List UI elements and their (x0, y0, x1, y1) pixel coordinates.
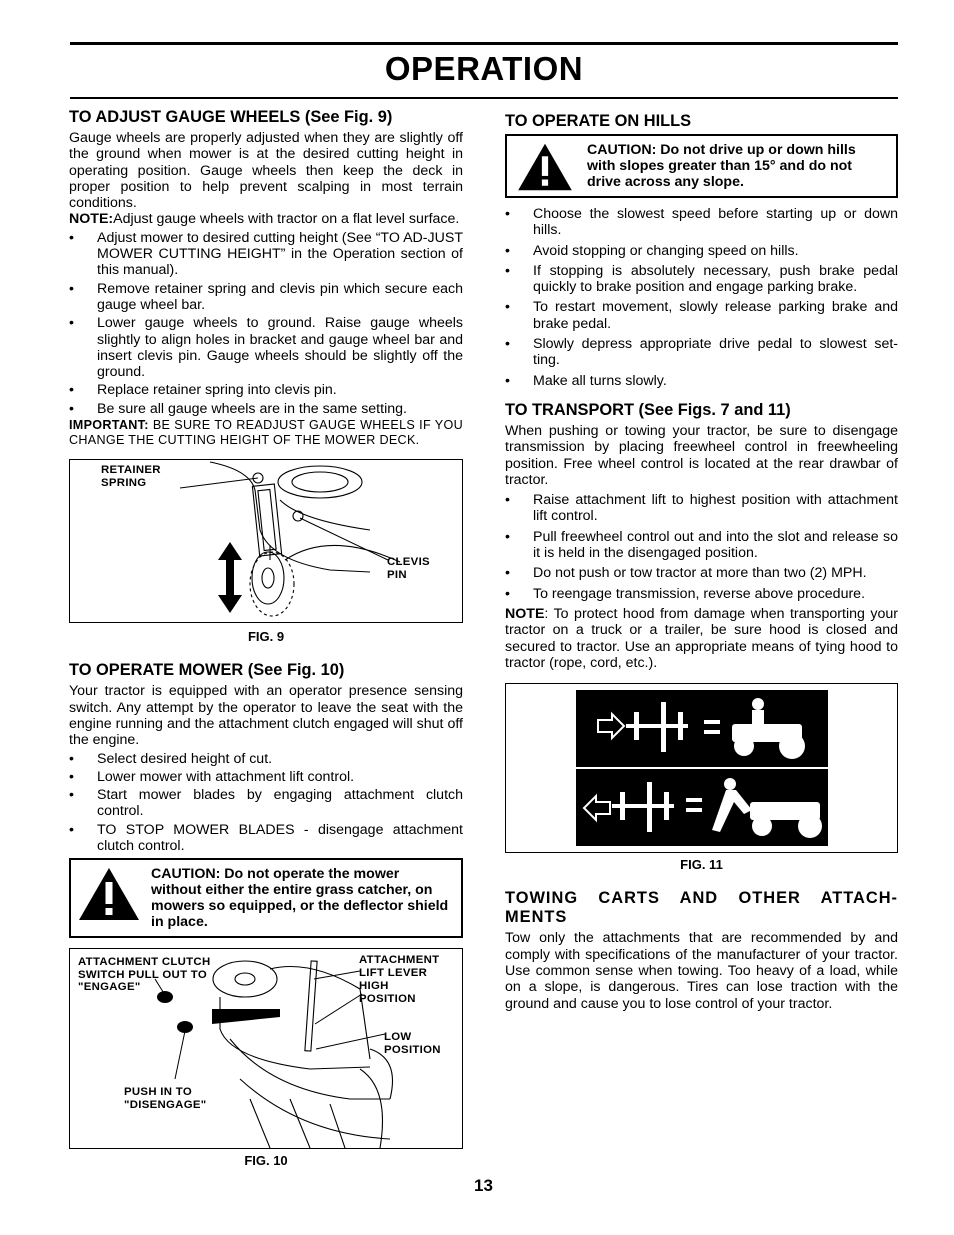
gauge-note (69, 211, 463, 227)
transport-bullet: • To reengage transmission, reverse above procedure. (505, 585, 866, 602)
transport-heading: TO TRANSPORT (See Figs. 7 and 11) (505, 400, 791, 419)
top-rule (70, 42, 898, 45)
gauge-bullet: • Replace retainer spring into clevis pin. (69, 382, 337, 399)
gauge-note-text: Adjust gauge wheels with tractor on a flat level surface. (113, 211, 460, 228)
gauge-bullet: • Be sure all gauge wheels are in the same setting. (69, 400, 407, 417)
mower-bullet: • Lower mower with attachment lift control. (69, 768, 355, 785)
transport-bullet: • Pull freewheel control out and into the slot and release so it is held in the disengaged position. (505, 528, 898, 562)
mower-bullet: • Select desired height of cut. (69, 750, 273, 767)
figure-9 (69, 459, 463, 623)
callout-retainer-spring: RETAINER SPRING (101, 464, 161, 489)
callout-attachment-clutch: ATTACHMENT CLUTCH SWITCH PULL OUT TO "ENGAGE" (78, 956, 211, 994)
figure-11 (505, 683, 898, 853)
gauge-important-text: BE SURE TO READJUST GAUGE WHEELS IF YOU CHANGE THE CUTTING HEIGHT OF THE MOWER DECK. (69, 418, 463, 447)
transport-bullet: • Do not push or tow tractor at more than two (2) MPH. (505, 565, 867, 582)
callout-lift-lever: ATTACHMENT LIFT LEVER (359, 954, 440, 979)
transport-note (505, 606, 898, 671)
left-column (69, 108, 463, 1170)
warning-icon (507, 136, 583, 192)
hills-bullet: • Choose the slowest speed before starting up or down hills. (505, 206, 898, 239)
towing-heading: TOWING CARTS AND OTHER ATTACH-MENTS (505, 889, 898, 927)
mower-caution-box (69, 858, 463, 938)
title-rule (70, 97, 898, 99)
fig-9-label: FIG. 9 (247, 629, 285, 645)
mower-intro: Your tractor is equipped with an operator presence sensing switch. Any attempt by the operator to leave the seat with the engine running and the attachment clutch engaged will shut off the engine. (69, 683, 463, 749)
hills-bullet: • To restart movement, slowly release parking brake and brake pedal. (505, 299, 898, 332)
figure-10 (69, 948, 463, 1149)
towing-text: Tow only the attachments that are recommended by and comply with specifications of the manufacturer of your tractor. Use common sense when towing. Too heavy of a load, while on a slope, is dangerous. Tires can lose traction with the ground and cause you to lose control of your tractor. (505, 930, 898, 1012)
gauge-important-label: IMPORTANT: (69, 418, 149, 433)
hills-bullet: • Make all turns slowly. (505, 372, 667, 389)
callout-clevis-pin: CLEVIS PIN (387, 556, 430, 581)
callout-high-position: HIGH POSITION (359, 980, 416, 1005)
hills-bullet: • If stopping is absolutely necessary, push brake pedal quickly to brake position and engage parking brake. (505, 262, 898, 296)
transport-note-text: : To protect hood from damage when transporting your tractor on a truck or a trailer, be sure hood is closed and secured to tractor. Use an appropriate means of tying hood to tractor (rope, cord, etc.). (505, 605, 898, 671)
right-column (505, 112, 898, 1012)
callout-push-in: PUSH IN TO "DISENGAGE" (124, 1086, 207, 1111)
page-title: OPERATION (384, 50, 584, 87)
gauge-bullet: • Adjust mower to desired cutting height (See “TO AD-JUST MOWER CUTTING HEIGHT” in the Operation section of this manual). (69, 229, 463, 279)
hills-caution-text: CAUTION: Do not drive up or down hills with slopes greater than 15° and do not drive across any slope. (587, 142, 856, 190)
transport-bullet: • Raise attachment lift to highest position with attachment lift control. (505, 492, 898, 525)
gauge-important (69, 418, 463, 447)
hills-bullet: • Avoid stopping or changing speed on hills. (505, 242, 799, 259)
fig-11-label: FIG. 11 (680, 857, 723, 873)
hills-caution-box (505, 134, 898, 198)
gauge-heading: TO ADJUST GAUGE WHEELS (See Fig. 9) (69, 108, 393, 126)
mower-heading: TO OPERATE MOWER (See Fig. 10) (69, 661, 345, 680)
gauge-bullet: • Remove retainer spring and clevis pin which secure each gauge wheel bar. (69, 280, 463, 313)
mower-bullet: • TO STOP MOWER BLADES - disengage attachment clutch control. (69, 821, 463, 855)
page-number: 13 (474, 1176, 493, 1195)
mower-caution-text: CAUTION: Do not operate the mower without either the entire grass catcher, on mowers so equipped, or the deflector shield in place. (151, 866, 449, 931)
callout-low-position: LOW POSITION (384, 1031, 441, 1056)
transport-note-label: NOTE (505, 605, 545, 622)
gauge-intro: Gauge wheels are properly adjusted when they are slightly off the ground when mower is at the desired cutting height in operating position. Gauge wheels then keep the deck in proper position to help prevent scalping in most terrain conditions. (69, 130, 463, 212)
warning-icon (71, 860, 147, 922)
gauge-note-label: NOTE: (69, 211, 114, 228)
gauge-bullet: • Lower gauge wheels to ground. Raise gauge wheels slightly to align holes in bracket and gauge wheel bar and insert clevis pin. Gauge wheels should be slightly off the ground. (69, 315, 463, 381)
hills-heading: TO OPERATE ON HILLS (505, 112, 692, 130)
mower-bullet: • Start mower blades by engaging attachment clutch control. (69, 787, 463, 820)
hills-bullet: • Slowly depress appropriate drive pedal to slowest set-ting. (505, 336, 898, 369)
transport-intro: When pushing or towing your tractor, be sure to disengage transmission by placing freewheel control in freewheeling position. Free wheel control is located at the rear drawbar of tractor. (505, 422, 898, 488)
freewheel-decal-illustration (506, 684, 898, 852)
fig-10-label: FIG. 10 (244, 1153, 288, 1169)
